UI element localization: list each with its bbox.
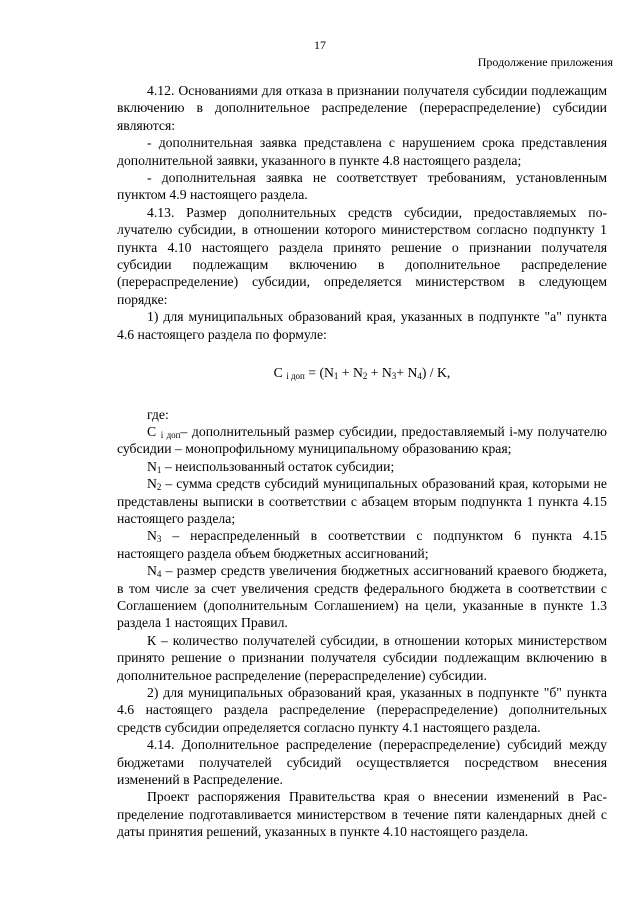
paragraph-4-12: 4.12. Основаниями для отказа в признании получателя субсидии подлежащим включению в дополнительное распределение (перераспределение) субсидии являются:: [117, 83, 607, 133]
definition-n4: $N_4$ – размер средств увеличения бюджетных ассигнований краевого бюджета, в том числе за счет увеличения средств федерального бюджета в соответствии с Соглашением (дополнительным Соглашением) на цели, указанные в пункте 1.3 раздела 1 настоящих Правил.: [117, 563, 607, 631]
paragraph-4-13: 4.13. Размер дополнительных средств субсидии, предоставляемых получателю субсидии, в отношении которого министерством согласно подпункту 1 пункта 4.10 настоящего раздела принято решение о признании получателя субсидии подлежащим включению в дополнительное распределение (перераспределение) субсидии, определяется министерством в следующем порядке:: [117, 204, 607, 307]
paragraph-subitem-1: 1) для муниципальных образований края, указанных в подпункте "а" пункта 4.6 настоящего раздела по формуле:: [117, 309, 607, 342]
paragraph-reason-2: - дополнительная заявка не соответствует требованиям, установленным пунктом 4.9 настоящего раздела.: [117, 170, 607, 203]
continuation-note: Продолжение приложения: [477, 55, 613, 69]
definition-c: С $_{i доп}$– дополнительный размер субсидии, предоставляемый i-му получателю субсидии – монопрофильному муниципальному образованию края;: [117, 423, 607, 457]
paragraph-reason-1: - дополнительная заявка представлена с нарушением срока представления дополнительной заявки, указанного в пункте 4.8 настоящего раздела;: [117, 135, 607, 168]
paragraph-draft-order: Проект распоряжения Правительства края о внесении изменений в Распределение подготавливается министерством в течение пяти календарных дней с даты принятия решений, указанных в пункте 4.10 настоящего раздела.: [117, 789, 607, 840]
definition-k: К – количество получателей субсидии, в отношении которых министерством принято решение о признании получателя субсидии подлежащим включению в дополнительное распределение (перераспределение) субсидии.: [117, 632, 607, 683]
definition-n3: $N_3$ – нераспределенный в соответствии с подпунктом 6 пункта 4.15 настоящего раздела объем бюджетных ассигнований;: [117, 528, 607, 561]
definition-n1: $N_1$ – неиспользованный остаток субсидии;: [147, 458, 395, 475]
formula: С $_{i доп} = (N_1 + N_2 + N_3+ N_4) / K$,: [273, 365, 451, 382]
definition-n2: $N_2$ – сумма средств субсидий муниципальных образований края, которыми не представлены выписки в соответствии с абзацем вторым подпункта 1 пункта 4.15 настоящего раздела;: [117, 476, 607, 526]
paragraph-4-14: 4.14. Дополнительное распределение (перераспределение) субсидий между бюджетами получателей субсидий осуществляется посредством внесения изменений в Распределение.: [117, 737, 607, 788]
page-number: 17: [314, 38, 326, 52]
where-label: где:: [147, 406, 169, 422]
document-body: [117, 82, 607, 841]
paragraph-subitem-2: 2) для муниципальных образований края, указанных в подпункте "б" пункта 4.6 настоящего раздела распределение (перераспределение) дополнительных средств субсидии определяется согласно пункту 4.1 настоящего раздела.: [117, 685, 607, 735]
